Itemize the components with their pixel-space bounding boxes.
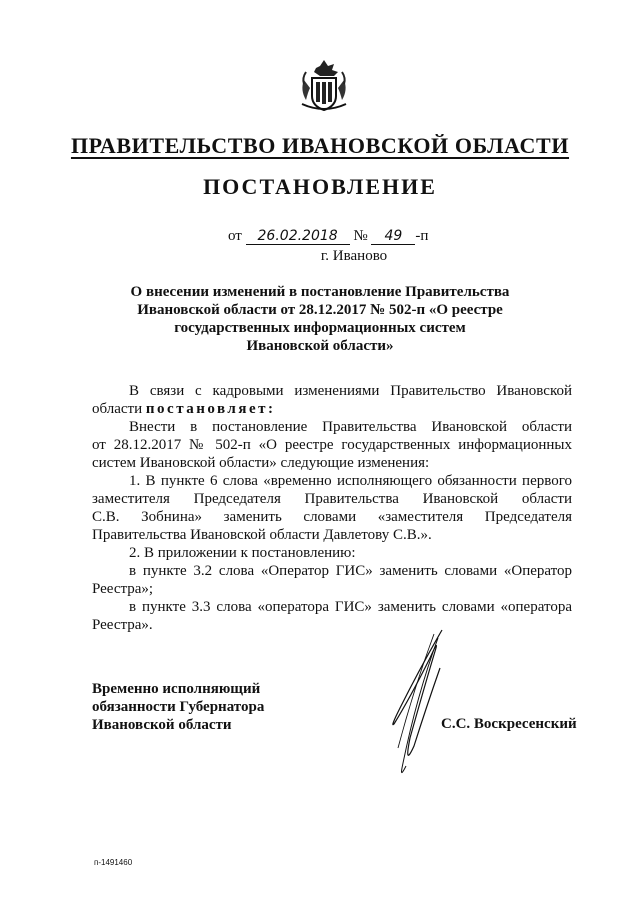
subject-line: Ивановской области» — [246, 338, 394, 354]
document-type: ПОСТАНОВЛЕНИЕ — [203, 174, 437, 199]
signer-name: С.С. Воскресенский — [441, 716, 577, 732]
body-line: систем Ивановской области» следующие изменения: — [92, 455, 430, 471]
body-text: области — [92, 401, 143, 417]
subject-line: О внесении изменений в постановление Правительства — [130, 284, 510, 300]
body-line: Правительства Ивановской области Давлетову С.В.». — [92, 527, 432, 543]
resolves-word: постановляет: — [145, 401, 276, 417]
number-sign: № — [353, 228, 368, 244]
body-line: в пункте 3.3 слова «оператора ГИС» заменить словами «оператора — [129, 599, 572, 615]
signer-position-line: обязанности Губернатора — [92, 699, 265, 715]
footer-code: п-1491460 — [94, 858, 133, 867]
body-line: 2. В приложении к постановлению: — [129, 545, 356, 561]
document-date: 26.02.2018 — [246, 228, 350, 245]
body-line: Внести в постановление Правительства Ивановской области — [129, 419, 572, 435]
from-label: от — [228, 228, 242, 244]
organization-title: ПРАВИТЕЛЬСТВО ИВАНОВСКОЙ ОБЛАСТИ — [70, 133, 570, 158]
document-body — [92, 382, 572, 634]
body-line: Реестра»; — [92, 581, 154, 597]
body-line: заместителя Председателя Правительства Ивановской области — [92, 491, 572, 507]
city-line: г. Иваново — [320, 248, 388, 264]
body-line: В связи с кадровыми изменениями Правительство Ивановской — [129, 383, 572, 399]
handwritten-signature-icon — [380, 628, 460, 788]
subject-line: Ивановской области от 28.12.2017 № 502-п «О реестре — [137, 302, 503, 318]
date-number-line — [228, 228, 488, 245]
body-line: в пункте 3.2 слова «Оператор ГИС» заменить словами «Оператор — [129, 563, 572, 579]
document-number: 49 — [371, 228, 415, 245]
body-line: 1. В пункте 6 слова «временно исполняющего обязанности первого — [129, 473, 572, 489]
signer-position-line: Ивановской области — [92, 717, 232, 733]
body-line: С.В. Зобнина» заменить словами «заместителя Председателя — [92, 509, 572, 525]
body-line: Реестра». — [92, 617, 153, 633]
signer-position — [92, 680, 312, 734]
body-line — [92, 400, 572, 418]
document-subject — [120, 283, 520, 355]
body-line: от 28.12.2017 № 502-п «О реестре государственных информационных — [92, 437, 572, 453]
signer-position-line: Временно исполняющий — [92, 681, 261, 697]
subject-line: государственных информационных систем — [174, 320, 466, 336]
number-suffix: -п — [415, 228, 429, 244]
coat-of-arms-icon — [298, 58, 350, 114]
